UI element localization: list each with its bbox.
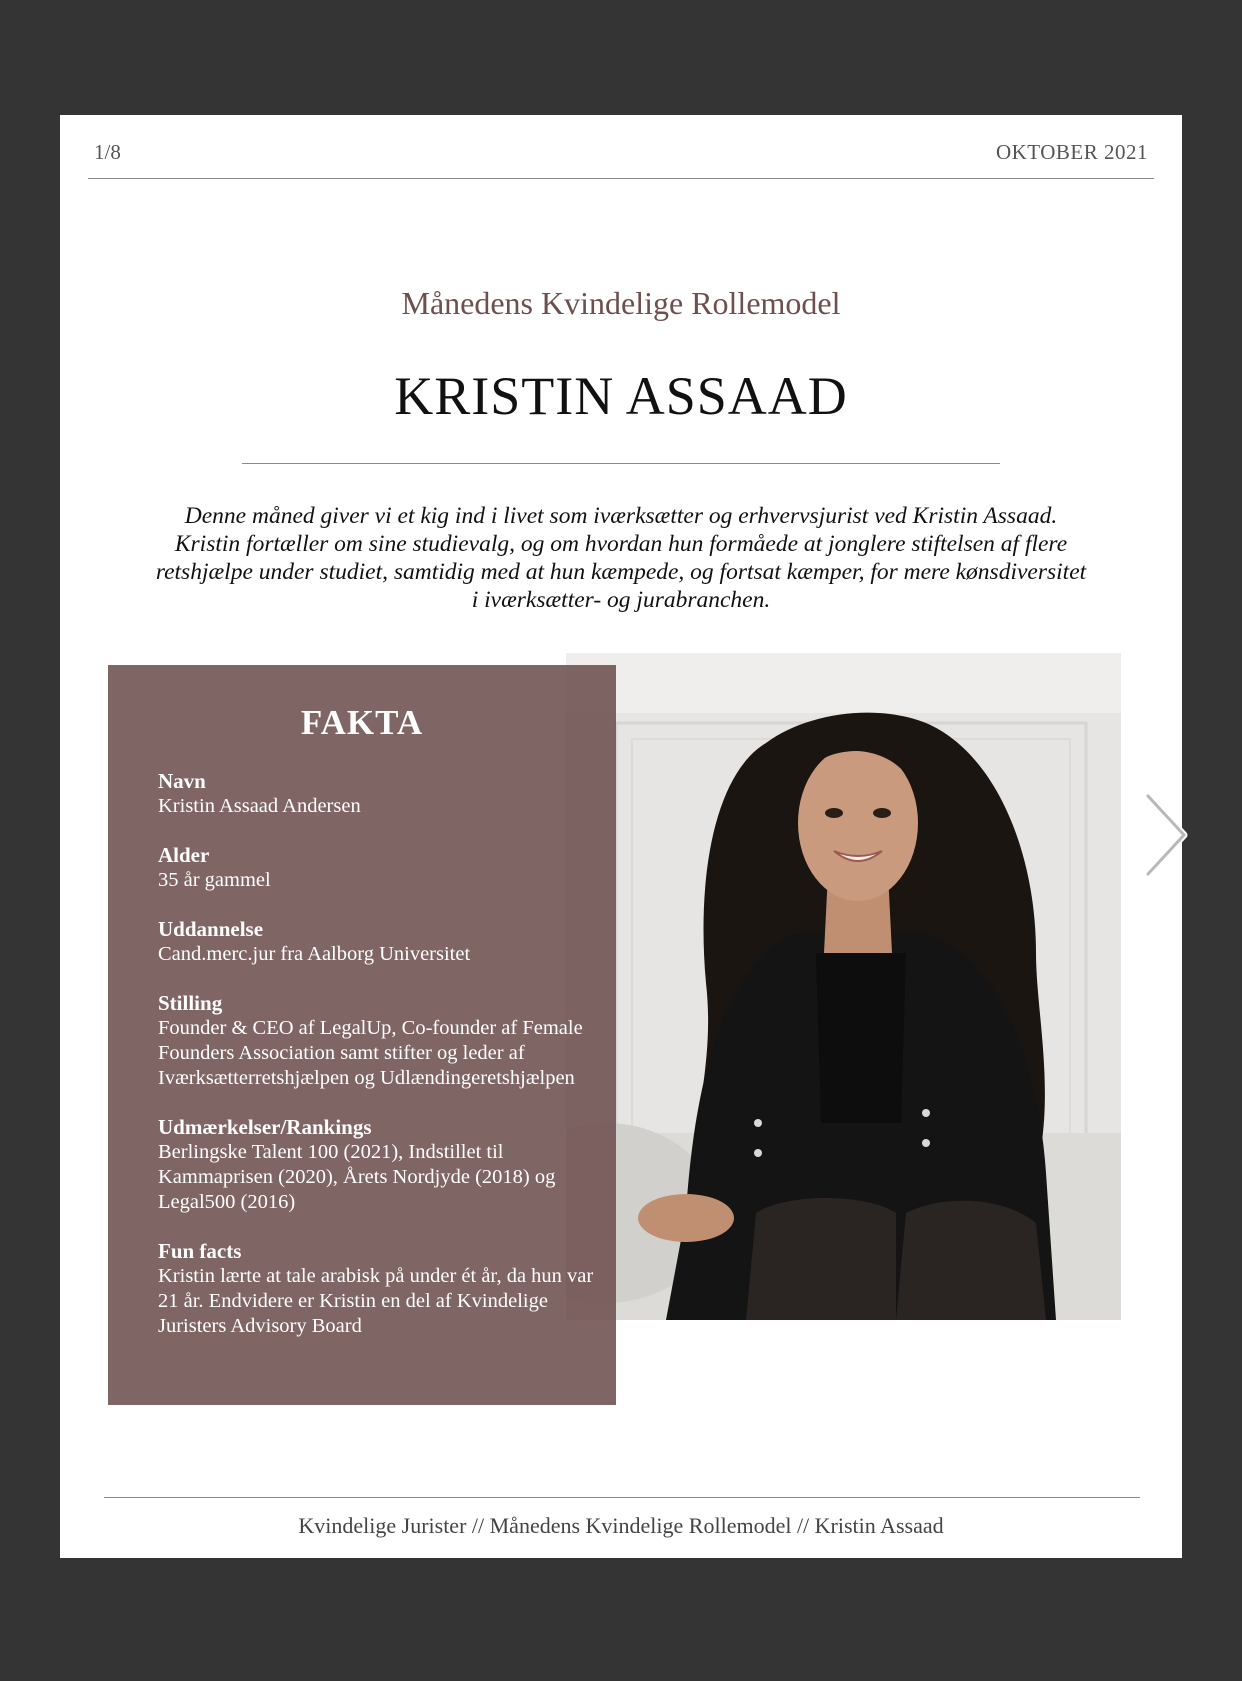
fact-value: Cand.merc.jur fra Aalborg Universitet — [158, 943, 471, 965]
fact-value: Kristin lærte at tale arabisk på under ét år, da hun var 21 år. Endvidere er Kristin en del af Kvindelige Juristers Advisory Board — [158, 1265, 594, 1337]
article-headline: KRISTIN ASSAAD — [394, 366, 848, 426]
magazine-page — [60, 115, 1182, 1558]
page-indicator: 1/8 — [94, 140, 121, 164]
fact-label: Fun facts — [158, 1239, 242, 1263]
next-page-button[interactable] — [1140, 790, 1192, 880]
fact-value: 35 år gammel — [158, 869, 271, 891]
fact-label: Navn — [158, 769, 206, 793]
fakta-box — [108, 665, 616, 1405]
fact-label: Udmærkelser/Rankings — [158, 1115, 372, 1139]
fact-label: Stilling — [158, 991, 223, 1015]
fact-label: Alder — [158, 843, 210, 867]
article-intro: Denne måned giver vi et kig ind i livet som iværksætter og erhvervsjurist ved Kristin Assaad. Kristin fortæller om sine studievalg, og om hvordan hun formåede at jonglere stiftelsen af flere retshjælpe under studiet, samtidig med at hun kæmpede, og fortsat kæmper, for mere kønsdiversitet i iværksætter- og jurabranchen. — [155, 503, 1087, 613]
fact-age — [158, 843, 598, 893]
footer-divider — [104, 1497, 1140, 1498]
fact-list — [158, 769, 598, 1363]
fakta-title: FAKTA — [300, 703, 424, 742]
fact-value: Kristin Assaad Andersen — [158, 795, 361, 817]
article-kicker: Månedens Kvindelige Rollemodel — [401, 285, 841, 321]
fact-value: Berlingske Talent 100 (2021), Indstillet til Kammaprisen (2020), Årets Nordjyde (2018) og Legal500 (2016) — [158, 1141, 556, 1213]
page-footer: Kvindelige Jurister // Månedens Kvindelige Rollemodel // Kristin Assaad — [298, 1513, 944, 1538]
fact-value: Founder & CEO af LegalUp, Co-founder af Female Founders Association samt stifter og leder af Iværksætterretshjælpen og Udlændingeretshjælpen — [158, 1017, 583, 1089]
issue-date: OKTOBER 2021 — [995, 140, 1148, 164]
fact-label: Uddannelse — [158, 917, 264, 941]
fact-fun-facts — [158, 1239, 598, 1339]
fact-awards — [158, 1115, 598, 1215]
chevron-right-icon — [1140, 790, 1192, 880]
portrait-photo — [566, 653, 1121, 1320]
fact-education — [158, 917, 598, 967]
header-divider — [88, 178, 1154, 179]
fact-position — [158, 991, 598, 1091]
headline-divider — [242, 463, 1000, 464]
fact-name — [158, 769, 598, 819]
